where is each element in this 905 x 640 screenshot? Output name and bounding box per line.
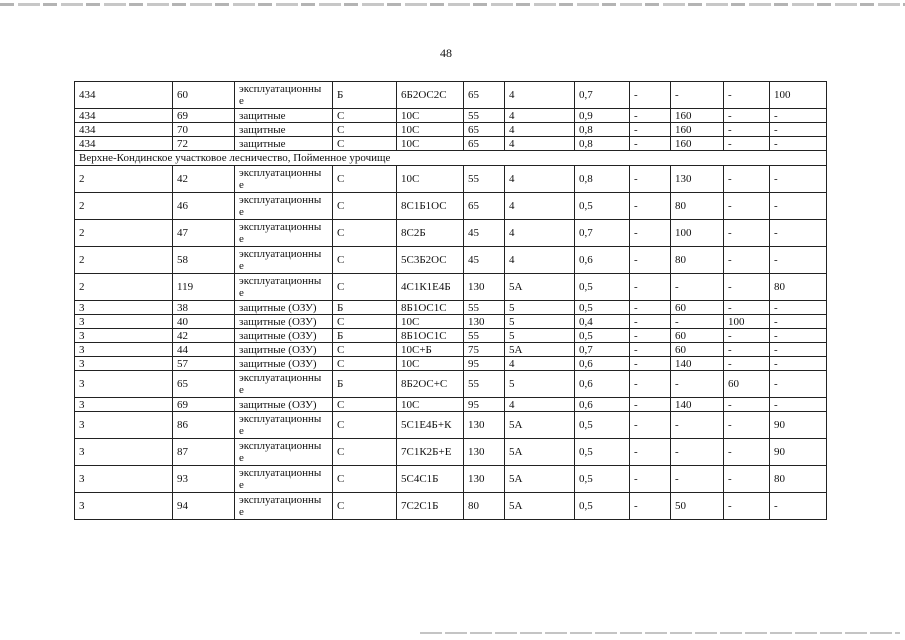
cell-category: эксплуатационны е (235, 439, 333, 466)
cell-species: С (333, 493, 397, 520)
cell-quarter: 434 (75, 109, 173, 123)
cell-quarter: 2 (75, 247, 173, 274)
cell-density: 0,5 (575, 274, 630, 301)
cell-c4: 80 (770, 274, 827, 301)
cell-quarter: 2 (75, 193, 173, 220)
cell-density: 0,6 (575, 247, 630, 274)
cell-c2: 140 (671, 357, 724, 371)
cell-density: 0,9 (575, 109, 630, 123)
cell-quarter: 3 (75, 343, 173, 357)
cell-quarter: 2 (75, 274, 173, 301)
cell-category: защитные (ОЗУ) (235, 343, 333, 357)
cell-c2: - (671, 412, 724, 439)
cell-c1: - (630, 398, 671, 412)
cell-bonitet: 4 (505, 82, 575, 109)
cell-quarter: 3 (75, 357, 173, 371)
cell-c1: - (630, 357, 671, 371)
cell-density: 0,5 (575, 193, 630, 220)
cell-c1: - (630, 137, 671, 151)
cell-species: С (333, 193, 397, 220)
cell-species: С (333, 123, 397, 137)
cell-density: 0,5 (575, 412, 630, 439)
cell-density: 0,5 (575, 466, 630, 493)
cell-formula: 5С1Е4Б+К (397, 412, 464, 439)
cell-formula: 10С (397, 123, 464, 137)
cell-plot: 65 (173, 371, 235, 398)
cell-quarter: 434 (75, 123, 173, 137)
cell-c2: 160 (671, 109, 724, 123)
forest-plots-table (74, 81, 827, 520)
cell-quarter: 3 (75, 398, 173, 412)
cell-category: эксплуатационны е (235, 466, 333, 493)
cell-formula: 10С (397, 166, 464, 193)
table-row (75, 193, 827, 220)
cell-c1: - (630, 329, 671, 343)
cell-quarter: 3 (75, 371, 173, 398)
cell-c3: - (724, 412, 770, 439)
cell-age: 65 (464, 82, 505, 109)
cell-species: Б (333, 371, 397, 398)
cell-category: защитные (ОЗУ) (235, 398, 333, 412)
cell-age: 130 (464, 274, 505, 301)
cell-formula: 8С2Б (397, 220, 464, 247)
cell-age: 45 (464, 220, 505, 247)
cell-plot: 94 (173, 493, 235, 520)
cell-c3: - (724, 123, 770, 137)
cell-species: С (333, 315, 397, 329)
cell-c4: - (770, 220, 827, 247)
cell-quarter: 3 (75, 315, 173, 329)
cell-c3: 60 (724, 371, 770, 398)
cell-density: 0,5 (575, 301, 630, 315)
cell-bonitet: 5А (505, 274, 575, 301)
cell-plot: 72 (173, 137, 235, 151)
cell-c2: 60 (671, 301, 724, 315)
cell-quarter: 3 (75, 412, 173, 439)
cell-c1: - (630, 301, 671, 315)
table-row (75, 439, 827, 466)
cell-c2: - (671, 371, 724, 398)
cell-plot: 40 (173, 315, 235, 329)
table-row (75, 371, 827, 398)
cell-quarter: 3 (75, 301, 173, 315)
cell-c3: - (724, 329, 770, 343)
cell-c2: 160 (671, 137, 724, 151)
cell-plot: 87 (173, 439, 235, 466)
cell-age: 55 (464, 371, 505, 398)
cell-c1: - (630, 315, 671, 329)
cell-density: 0,5 (575, 439, 630, 466)
cell-category: защитные (235, 109, 333, 123)
cell-c4: 90 (770, 439, 827, 466)
table-row (75, 82, 827, 109)
cell-bonitet: 4 (505, 109, 575, 123)
cell-plot: 69 (173, 398, 235, 412)
cell-age: 75 (464, 343, 505, 357)
cell-c4: - (770, 301, 827, 315)
cell-category: защитные (ОЗУ) (235, 329, 333, 343)
cell-c4: - (770, 137, 827, 151)
cell-species: С (333, 357, 397, 371)
cell-c3: - (724, 166, 770, 193)
cell-c3: - (724, 82, 770, 109)
cell-c3: - (724, 247, 770, 274)
cell-c2: - (671, 274, 724, 301)
cell-formula: 10С (397, 137, 464, 151)
table-row (75, 412, 827, 439)
cell-bonitet: 4 (505, 137, 575, 151)
cell-c4: - (770, 315, 827, 329)
cell-c1: - (630, 220, 671, 247)
cell-species: Б (333, 301, 397, 315)
table-row (75, 137, 827, 151)
cell-category: эксплуатационны е (235, 220, 333, 247)
cell-c3: - (724, 137, 770, 151)
cell-c2: 130 (671, 166, 724, 193)
cell-age: 130 (464, 315, 505, 329)
table-row (75, 329, 827, 343)
cell-category: защитные (ОЗУ) (235, 315, 333, 329)
cell-plot: 70 (173, 123, 235, 137)
cell-species: С (333, 274, 397, 301)
cell-c4: - (770, 398, 827, 412)
cell-c2: 160 (671, 123, 724, 137)
table-row (75, 247, 827, 274)
cell-species: С (333, 166, 397, 193)
table-row (75, 466, 827, 493)
cell-bonitet: 4 (505, 166, 575, 193)
cell-c4: 90 (770, 412, 827, 439)
cell-c1: - (630, 193, 671, 220)
cell-c3: - (724, 398, 770, 412)
cell-density: 0,7 (575, 343, 630, 357)
cell-c3: - (724, 343, 770, 357)
cell-plot: 42 (173, 166, 235, 193)
cell-c4: 100 (770, 82, 827, 109)
table-row (75, 493, 827, 520)
cell-quarter: 2 (75, 166, 173, 193)
cell-c2: 80 (671, 247, 724, 274)
cell-plot: 86 (173, 412, 235, 439)
cell-density: 0,6 (575, 357, 630, 371)
cell-density: 0,6 (575, 371, 630, 398)
cell-bonitet: 4 (505, 123, 575, 137)
cell-age: 95 (464, 357, 505, 371)
cell-c2: 100 (671, 220, 724, 247)
cell-c1: - (630, 343, 671, 357)
cell-quarter: 3 (75, 466, 173, 493)
cell-c3: - (724, 301, 770, 315)
cell-c3: - (724, 109, 770, 123)
scan-edge-top (0, 3, 905, 6)
cell-formula: 4С1К1Е4Б (397, 274, 464, 301)
cell-age: 130 (464, 412, 505, 439)
cell-species: Б (333, 82, 397, 109)
cell-species: С (333, 439, 397, 466)
cell-c4: - (770, 329, 827, 343)
cell-c1: - (630, 247, 671, 274)
cell-c2: 50 (671, 493, 724, 520)
table-row (75, 315, 827, 329)
cell-species: С (333, 398, 397, 412)
cell-c1: - (630, 371, 671, 398)
cell-species: С (333, 137, 397, 151)
cell-age: 130 (464, 439, 505, 466)
cell-c4: - (770, 357, 827, 371)
cell-c2: 140 (671, 398, 724, 412)
cell-c2: - (671, 439, 724, 466)
cell-plot: 38 (173, 301, 235, 315)
cell-c3: - (724, 220, 770, 247)
cell-density: 0,8 (575, 137, 630, 151)
cell-formula: 8Б1ОС1С (397, 329, 464, 343)
cell-c4: - (770, 109, 827, 123)
cell-category: защитные (ОЗУ) (235, 301, 333, 315)
cell-c1: - (630, 274, 671, 301)
cell-formula: 6Б2ОС2С (397, 82, 464, 109)
cell-density: 0,8 (575, 123, 630, 137)
cell-quarter: 434 (75, 82, 173, 109)
cell-c4: - (770, 343, 827, 357)
cell-species: С (333, 220, 397, 247)
cell-bonitet: 4 (505, 247, 575, 274)
cell-age: 55 (464, 301, 505, 315)
cell-age: 95 (464, 398, 505, 412)
cell-bonitet: 5 (505, 315, 575, 329)
cell-category: защитные (235, 137, 333, 151)
section-title: Верхне-Кондинское участковое лесничество, Пойменное урочище (75, 151, 827, 166)
cell-bonitet: 5 (505, 371, 575, 398)
cell-formula: 7С2С1Б (397, 493, 464, 520)
cell-bonitet: 5А (505, 343, 575, 357)
cell-bonitet: 5А (505, 493, 575, 520)
cell-c1: - (630, 82, 671, 109)
cell-age: 55 (464, 329, 505, 343)
cell-c1: - (630, 412, 671, 439)
cell-c2: - (671, 315, 724, 329)
cell-bonitet: 5А (505, 466, 575, 493)
cell-c3: - (724, 493, 770, 520)
table-row (75, 357, 827, 371)
cell-quarter: 3 (75, 439, 173, 466)
cell-c2: - (671, 82, 724, 109)
table-row (75, 109, 827, 123)
cell-species: Б (333, 329, 397, 343)
table-row (75, 343, 827, 357)
table-row (75, 123, 827, 137)
cell-category: эксплуатационны е (235, 274, 333, 301)
cell-category: эксплуатационны е (235, 166, 333, 193)
cell-formula: 5С3Б2ОС (397, 247, 464, 274)
cell-category: эксплуатационны е (235, 371, 333, 398)
cell-age: 55 (464, 109, 505, 123)
cell-bonitet: 4 (505, 398, 575, 412)
cell-category: эксплуатационны е (235, 82, 333, 109)
cell-formula: 7С1К2Б+Е (397, 439, 464, 466)
cell-c1: - (630, 493, 671, 520)
cell-c2: 60 (671, 343, 724, 357)
cell-c2: 80 (671, 193, 724, 220)
cell-formula: 5С4С1Б (397, 466, 464, 493)
cell-formula: 8С1Б1ОС (397, 193, 464, 220)
cell-quarter: 3 (75, 493, 173, 520)
cell-formula: 8Б1ОС1С (397, 301, 464, 315)
cell-species: С (333, 343, 397, 357)
cell-density: 0,6 (575, 398, 630, 412)
cell-bonitet: 4 (505, 357, 575, 371)
table-row (75, 274, 827, 301)
table-row (75, 166, 827, 193)
cell-c3: - (724, 357, 770, 371)
cell-c1: - (630, 123, 671, 137)
cell-density: 0,4 (575, 315, 630, 329)
cell-plot: 119 (173, 274, 235, 301)
cell-plot: 93 (173, 466, 235, 493)
cell-age: 130 (464, 466, 505, 493)
cell-plot: 69 (173, 109, 235, 123)
cell-quarter: 3 (75, 329, 173, 343)
cell-bonitet: 5 (505, 329, 575, 343)
cell-c4: - (770, 371, 827, 398)
cell-bonitet: 5 (505, 301, 575, 315)
cell-c2: 60 (671, 329, 724, 343)
cell-c4: - (770, 493, 827, 520)
cell-plot: 57 (173, 357, 235, 371)
section-header-row (75, 151, 827, 166)
cell-age: 65 (464, 123, 505, 137)
cell-bonitet: 5А (505, 412, 575, 439)
cell-quarter: 434 (75, 137, 173, 151)
cell-age: 55 (464, 166, 505, 193)
cell-density: 0,5 (575, 493, 630, 520)
cell-c4: - (770, 247, 827, 274)
cell-c3: - (724, 193, 770, 220)
cell-density: 0,8 (575, 166, 630, 193)
cell-density: 0,7 (575, 220, 630, 247)
cell-c3: - (724, 466, 770, 493)
cell-species: С (333, 247, 397, 274)
scan-edge-bottom (420, 632, 900, 634)
cell-species: С (333, 109, 397, 123)
cell-c1: - (630, 466, 671, 493)
cell-c4: 80 (770, 466, 827, 493)
cell-c1: - (630, 166, 671, 193)
cell-quarter: 2 (75, 220, 173, 247)
cell-category: эксплуатационны е (235, 193, 333, 220)
cell-bonitet: 4 (505, 193, 575, 220)
cell-c2: - (671, 466, 724, 493)
cell-c1: - (630, 439, 671, 466)
cell-c4: - (770, 193, 827, 220)
cell-age: 45 (464, 247, 505, 274)
cell-species: С (333, 466, 397, 493)
cell-c4: - (770, 123, 827, 137)
cell-c1: - (630, 109, 671, 123)
cell-formula: 8Б2ОС+С (397, 371, 464, 398)
cell-category: защитные (235, 123, 333, 137)
cell-plot: 46 (173, 193, 235, 220)
cell-bonitet: 4 (505, 220, 575, 247)
cell-formula: 10С+Б (397, 343, 464, 357)
cell-plot: 47 (173, 220, 235, 247)
cell-c3: - (724, 274, 770, 301)
table-row (75, 398, 827, 412)
cell-plot: 44 (173, 343, 235, 357)
cell-density: 0,5 (575, 329, 630, 343)
table-row (75, 301, 827, 315)
cell-c4: - (770, 166, 827, 193)
cell-age: 80 (464, 493, 505, 520)
cell-category: эксплуатационны е (235, 247, 333, 274)
table-row (75, 220, 827, 247)
cell-category: эксплуатационны е (235, 493, 333, 520)
cell-plot: 60 (173, 82, 235, 109)
cell-density: 0,7 (575, 82, 630, 109)
cell-bonitet: 5А (505, 439, 575, 466)
cell-species: С (333, 412, 397, 439)
cell-plot: 42 (173, 329, 235, 343)
cell-plot: 58 (173, 247, 235, 274)
cell-age: 65 (464, 137, 505, 151)
cell-c3: 100 (724, 315, 770, 329)
page-number: 48 (440, 46, 452, 60)
cell-category: защитные (ОЗУ) (235, 357, 333, 371)
cell-c3: - (724, 439, 770, 466)
cell-formula: 10С (397, 109, 464, 123)
cell-formula: 10С (397, 315, 464, 329)
cell-formula: 10С (397, 357, 464, 371)
cell-category: эксплуатационны е (235, 412, 333, 439)
cell-formula: 10С (397, 398, 464, 412)
cell-age: 65 (464, 193, 505, 220)
